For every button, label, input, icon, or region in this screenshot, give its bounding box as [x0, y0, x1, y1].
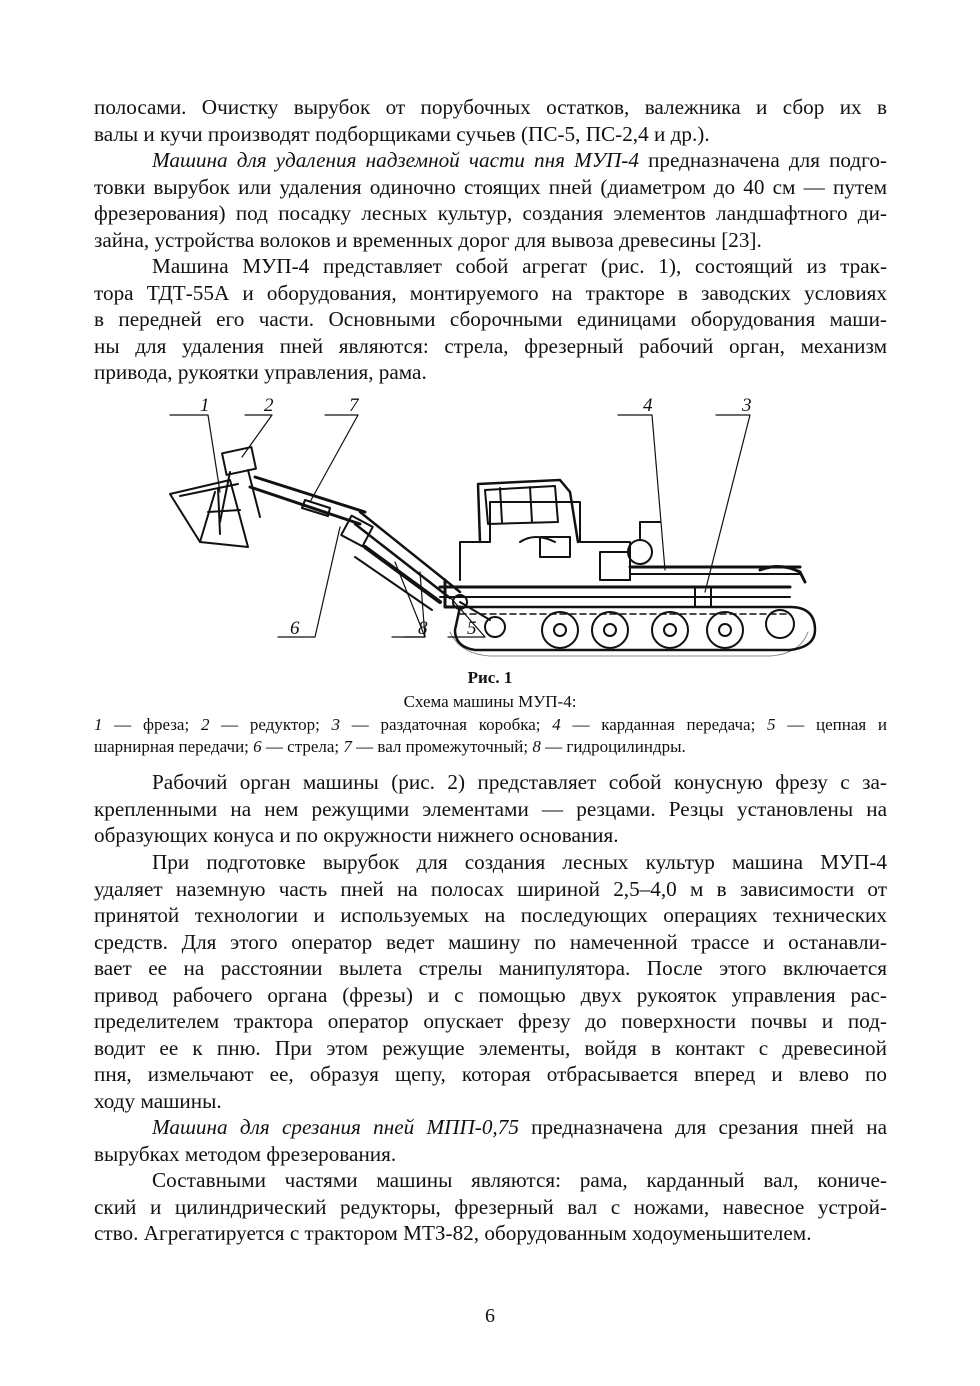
- legend-number: 2: [200, 715, 210, 734]
- figure-label-7: 7: [349, 395, 359, 416]
- text-line: ский и цилиндрический редукторы, фрезерный вал с ножами, навесное устрой-: [94, 1194, 887, 1219]
- text-line: тора ТДТ-55А и оборудования, монтируемого на тракторе в заводских условиях: [94, 280, 887, 305]
- page-number: 6: [485, 1305, 495, 1327]
- text-line: Составными частями машины являются: рама, карданный вал, кониче-: [152, 1168, 887, 1192]
- legend-number: 7: [343, 737, 352, 756]
- text-line: вает ее на расстоянии вылета стрелы манипулятора. После этого включается: [94, 956, 887, 980]
- text-line: ны для удаления пней являются: стрела, фрезерный рабочий орган, механизм: [94, 333, 887, 358]
- figure-label-8: 8: [418, 618, 428, 639]
- text-line: Машина МУП-4 представляет собой агрегат (рис. 1), состоящий из трак-: [152, 254, 887, 278]
- figure-label-6: 6: [290, 618, 300, 639]
- legend-line: [94, 714, 887, 736]
- legend-number: 1: [94, 715, 103, 734]
- machine-diagram: [160, 392, 820, 662]
- text-line: Рабочий орган машины (рис. 2) представляет собой конусную фрезу с за-: [152, 770, 887, 794]
- figure-legend: [94, 714, 887, 758]
- figure-label-2: 2: [264, 395, 274, 416]
- legend-text: — карданная передача;: [560, 715, 768, 734]
- text-line: водит ее к пню. При этом режущие элементы, войдя в контакт с древесиной: [94, 1035, 887, 1060]
- paragraph-6: [94, 1114, 887, 1167]
- paragraph-4: [94, 769, 887, 849]
- text-line: вырубках методом фрезерования.: [94, 1141, 397, 1166]
- legend-number: 5: [767, 715, 776, 734]
- paragraph-3: [94, 253, 887, 386]
- italic-term: Машина для срезания пней МПП-0,75: [152, 1115, 519, 1139]
- legend-number: 8: [532, 737, 541, 756]
- figure-label-3: 3: [742, 395, 752, 416]
- legend-text: — редуктор;: [209, 715, 332, 734]
- text-line: ходу машины.: [94, 1088, 222, 1113]
- text-line: [94, 147, 887, 174]
- paragraph-7: [94, 1167, 887, 1247]
- legend-line: [94, 736, 887, 758]
- text-line: пределителем трактора оператор опускает фрезу до поверхности почвы и под-: [94, 1009, 887, 1033]
- text-line: товки вырубок или удаления одиночно стоящих пней (диаметром до 40 см — путем: [94, 174, 887, 199]
- text-line: привода, рукоятки управления, рама.: [94, 360, 427, 384]
- text-span: предназначена для подго-: [638, 148, 887, 172]
- text-line: [94, 1114, 887, 1141]
- legend-number: 6: [253, 737, 262, 756]
- legend-text: — фреза;: [102, 715, 201, 734]
- legend-text: шарнирная передачи;: [94, 737, 254, 756]
- figure-title: Рис. 1: [467, 668, 513, 687]
- legend-number: 3: [331, 715, 341, 734]
- text-line: полосами. Очистку вырубок от порубочных остатков, валежника и сбор их в: [94, 95, 887, 119]
- reducer: [222, 447, 256, 475]
- figure-label-5: 5: [467, 618, 477, 639]
- text-line: зайна, устройства волоков и временных дорог для вывоза древесины [23].: [94, 227, 762, 252]
- text-line: средств. Для этого оператор ведет машину по намеченной трассе и останавли-: [94, 929, 887, 954]
- text-line: крепленными на нем режущими элементами — резцами. Резцы установлены на: [94, 796, 887, 821]
- text-line: привод рабочего органа (фрезы) и с помощью двух рукояток управления рас-: [94, 982, 887, 1007]
- legend-text: — цепная и: [775, 715, 888, 734]
- legend-text: — гидроцилиндры.: [540, 737, 686, 756]
- text-line: в передней его части. Основными сборочными единицами оборудования маши-: [94, 307, 887, 331]
- italic-term: Машина для удаления надземной части пня МУП-4: [152, 148, 639, 172]
- text-line: пня, измельчают ее, образуя щепу, которая отбрасывается вперед и влево по: [94, 1062, 887, 1086]
- text-line: валы и кучи производят подборщиками сучьев (ПС-5, ПС-2,4 и др.).: [94, 121, 710, 146]
- figure-label-4: 4: [643, 395, 653, 416]
- text-line: При подготовке вырубок для создания лесных культур машина МУП-4: [152, 850, 887, 874]
- legend-number: 4: [552, 715, 561, 734]
- text-line: ство. Агрегатируется с трактором МТЗ-82, оборудованным ходоуменьшителем.: [94, 1221, 812, 1245]
- paragraph-5: [94, 849, 887, 1114]
- text-line: фрезерования) под посадку лесных культур, создания элементов ландшафтного ди-: [94, 201, 887, 225]
- paragraph-1: [94, 94, 887, 147]
- paragraph-2: [94, 147, 887, 253]
- legend-text: — стрела;: [261, 737, 344, 756]
- text-line: образующих конуса и по окружности нижнего основания.: [94, 823, 619, 847]
- figure-label-1: 1: [200, 395, 210, 416]
- legend-text: — вал промежуточный;: [351, 737, 533, 756]
- figure-subtitle: Схема машины МУП-4:: [403, 692, 577, 711]
- legend-text: — раздаточная коробка;: [340, 715, 553, 734]
- text-span: предназначена для срезания пней на: [518, 1115, 887, 1139]
- text-line: принятой технологии и используемых на последующих операциях технических: [94, 903, 887, 927]
- text-line: удаляет наземную часть пней на полосах шириной 2,5–4,0 м в зависимости от: [94, 876, 887, 901]
